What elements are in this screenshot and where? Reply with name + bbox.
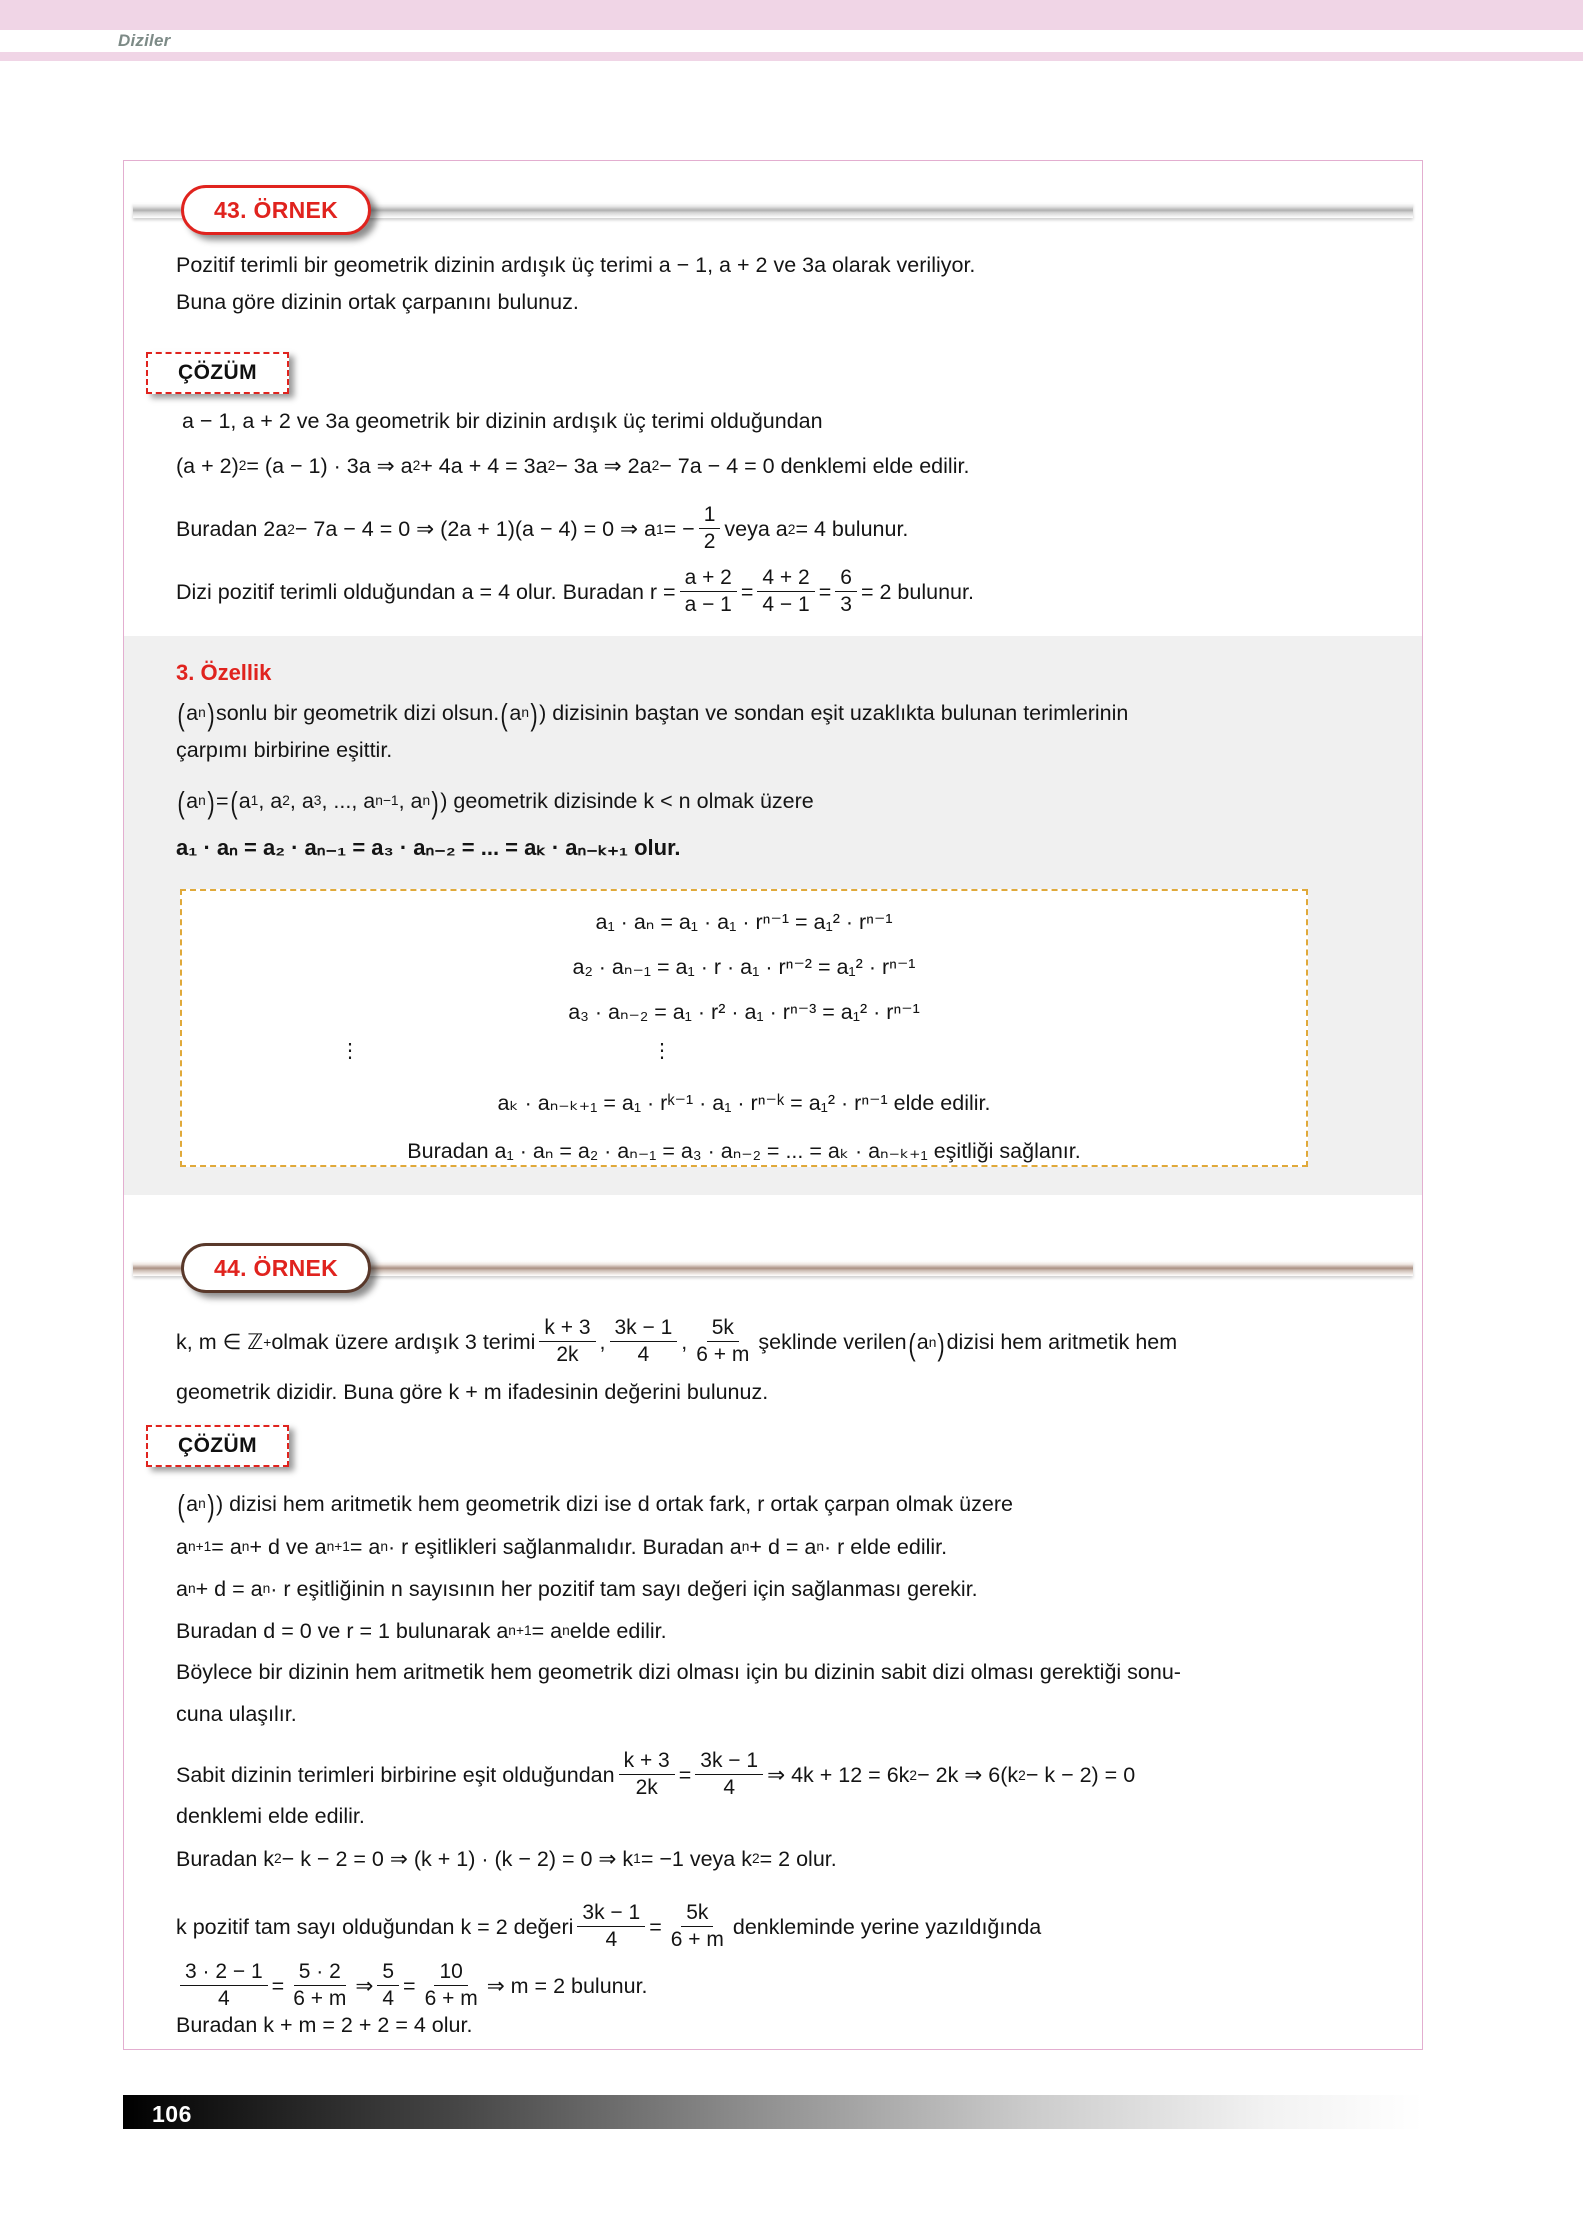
footer-gradient-bar	[123, 2095, 1423, 2129]
example-43-badge-label: 43. ÖRNEK	[213, 196, 339, 223]
ex44-s10-b: denkleminde yerine yazıldığında	[732, 1915, 1042, 1940]
ex44-s11-f4n: 10	[434, 1960, 467, 1986]
eq43-3-c: = −	[663, 517, 695, 542]
ex44-s9-b: − k − 2 = 0 ⇒ (k + 1) · (k − 2) = 0 ⇒ k	[281, 1846, 634, 1871]
example-43-problem-line-1: Pozitif terimli bir geometrik dizinin ardışık üç terimi a − 1, a + 2 ve 3a olarak veriliyor.	[176, 253, 976, 277]
ex44-s7-d: − k − 2) = 0	[1025, 1763, 1136, 1788]
ex44-s11-f1n: 3 · 2 − 1	[180, 1960, 268, 1986]
ex44-frac-1	[539, 1316, 595, 1366]
eq43-4-f1-num: a + 2	[680, 566, 737, 592]
p3-l1-d: ) dizisinin baştan ve sondan eşit uzaklıkta bulunan terimlerinin	[539, 700, 1129, 725]
p3-l1-b: sonlu bir geometrik dizi olsun.	[215, 700, 500, 725]
eq43-3-a: Buradan 2a	[176, 517, 288, 542]
eq43-2-a: (a + 2)	[176, 453, 239, 478]
example-44-problem-line-2: geometrik dizidir. Buna göre k + m ifadesinin değerini bulunuz.	[176, 1380, 769, 1404]
ex44-s2-e: · r eşitlikleri sağlanmalıdır. Buradan a	[388, 1534, 742, 1559]
ex44-s10-f2d: 6 + m	[670, 1927, 724, 1951]
ex44-f3-num: 5k	[707, 1316, 739, 1342]
example-43-badge	[181, 185, 371, 235]
ex44-frac-2	[610, 1316, 678, 1366]
ex44-p-b: olmak üzere ardışık 3 terimi	[271, 1330, 536, 1355]
ex44-s11-f1d: 4	[217, 1986, 230, 2010]
ex44-s11-arrow1: ⇒	[355, 1974, 374, 1999]
ex44-s2-f: + d = a	[749, 1534, 817, 1559]
ex44-frac-3	[691, 1316, 754, 1366]
ex44-s11-frac-2	[288, 1960, 351, 2010]
p3-l3-d: , a	[289, 788, 314, 813]
p3-l3-e: , ..., a	[321, 788, 376, 813]
property-3-line-1: ( a n ) sonlu bir geometrik dizi olsun. ( a n ) ) dizisinin baştan ve sondan eşit uzaklıkta bulunan terimlerinin	[177, 698, 1129, 733]
eq43-4-f2-den: 4 − 1	[762, 592, 810, 616]
derivation-row-2: a₂ · aₙ₋₁ = a₁ · r · a₁ · rⁿ⁻² = a₁² · rⁿ⁻¹	[572, 955, 916, 979]
ex44-s1-b: ) dizisi hem aritmetik hem geometrik dizi ise d ortak fark, r ortak çarpan olmak üzere	[215, 1491, 1013, 1516]
example-43-header	[133, 185, 1413, 237]
ex44-s1-a: a	[186, 1491, 199, 1516]
ex44-s10-f1n: 3k − 1	[577, 1901, 645, 1927]
ex44-s11-f3d: 4	[382, 1986, 395, 2010]
ex44-s7-frac-2	[695, 1749, 763, 1799]
example-43-solution-badge	[146, 352, 289, 394]
ex44-s10-f2n: 5k	[681, 1901, 713, 1927]
ex44-s4-b: = a	[531, 1618, 563, 1643]
ex44-s11-f3n: 5	[377, 1960, 399, 1986]
ex44-s7-c: − 2k ⇒ 6(k	[917, 1763, 1019, 1788]
eq43-2-c: + 4a + 4 = 3a	[420, 453, 548, 478]
ex44-s10-eq: =	[649, 1915, 662, 1940]
eq43-4-eq1: =	[740, 580, 754, 605]
ex44-s4-c: elde edilir.	[569, 1618, 667, 1643]
ex44-s4-a: Buradan d = 0 ve r = 1 bulunarak a	[176, 1618, 509, 1643]
derivation-row-3: a₃ · aₙ₋₂ = a₁ · r² · a₁ · rⁿ⁻³ = a₁² · rⁿ⁻¹	[568, 1000, 920, 1024]
p3-l3-f: , a	[398, 788, 423, 813]
ex44-s2-d: = a	[349, 1534, 381, 1559]
ex44-f2-den: 4	[637, 1342, 650, 1366]
p3-l3-a: a	[186, 788, 199, 813]
example-44-badge-label: 44. ÖRNEK	[213, 1254, 339, 1281]
ex44-p-d: dizisi hem aritmetik hem	[946, 1330, 1178, 1355]
ex44-f1-den: 2k	[556, 1342, 579, 1366]
derivation-vdots-right: ⋮	[652, 1040, 672, 1062]
ex44-f1-num: k + 3	[539, 1316, 595, 1342]
running-header-title: Diziler	[118, 31, 171, 50]
eq43-4-fraction-2	[757, 566, 814, 616]
ex44-s3-c: · r eşitliğinin n sayısının her pozitif tam sayı değeri için sağlanması gerekir.	[270, 1576, 978, 1601]
property-3-title: 3. Özellik	[176, 660, 272, 685]
example-44-header	[133, 1243, 1413, 1295]
eq43-2-d: − 3a ⇒ 2a	[555, 453, 652, 478]
ex44-p-c: şeklinde verilen	[758, 1330, 907, 1355]
example-44-solution-line-2: a n+1 = a n + d ve a n+1 = a n · r eşitlikleri sağlanmalıdır. Buradan a n + d = a n · r elde edilir.	[176, 1534, 948, 1559]
eq43-3-e: = 4 bulunur.	[795, 517, 909, 542]
ex44-s10-f1d: 4	[605, 1927, 618, 1951]
ex44-s11-tail: ⇒ m = 2 bulunur.	[486, 1974, 648, 1999]
derivation-row-5: Buradan a₁ · aₙ = a₂ · aₙ₋₁ = a₃ · aₙ₋₂ = ... = aₖ · aₙ₋ₖ₊₁ eşitliği sağlanır.	[407, 1139, 1081, 1163]
ex44-s7-a: Sabit dizinin terimleri birbirine eşit olduğundan	[176, 1763, 615, 1788]
p3-l1-c: a	[509, 700, 522, 725]
ex44-s11-frac-4	[420, 1960, 483, 2010]
p3-l1-a: a	[186, 700, 199, 725]
page-number: 106	[152, 2101, 192, 2127]
example-44-solution-line-4: Buradan d = 0 ve r = 1 bulunarak a n+1 = a n elde edilir.	[176, 1618, 667, 1643]
eq43-3-fraction	[699, 503, 721, 553]
ex44-s7-f1n: k + 3	[619, 1749, 675, 1775]
property-3-formula: a₁ · aₙ = a₂ · aₙ₋₁ = a₃ · aₙ₋₂ = ... = aₖ · aₙ₋ₖ₊₁ olur.	[176, 835, 681, 860]
ex44-s10-frac-1	[577, 1901, 645, 1951]
ex44-s9-a: Buradan k	[176, 1846, 275, 1871]
ex44-s7-f1d: 2k	[635, 1775, 658, 1799]
derivation-vdots-left: ⋮	[340, 1040, 360, 1062]
p3-l3-c: , a	[258, 788, 283, 813]
example-44-solution-line-5: Böylece bir dizinin hem aritmetik hem geometrik dizi olması için bu dizinin sabit dizi olması gerektiği sonu-	[176, 1660, 1181, 1684]
eq43-4-eq2: =	[818, 580, 832, 605]
example-44-solution-line-11	[176, 1962, 648, 2012]
ex44-s7-f2n: 3k − 1	[695, 1749, 763, 1775]
ex44-s7-f2d: 4	[723, 1775, 736, 1799]
example-44-solution-line-10	[176, 1903, 1041, 1953]
eq43-3-frac-num: 1	[699, 503, 721, 529]
ex44-s11-eq1: =	[271, 1974, 285, 1999]
property-3-line-3: ( a n ) = ( a 1 , a 2 , a 3 , ..., a n−1 , a n ) ) geometrik dizisinde k < n olmak üzere	[177, 786, 814, 821]
example-44-solution-line-8: denklemi elde edilir.	[176, 1804, 365, 1828]
eq43-4-f3-den: 3	[840, 592, 852, 616]
eq43-4-a: Dizi pozitif terimli olduğundan a = 4 olur. Buradan r =	[176, 580, 676, 605]
example-43-solution-line-4	[176, 568, 974, 618]
eq43-3-frac-den: 2	[703, 529, 716, 553]
ex44-f2-num: 3k − 1	[610, 1316, 678, 1342]
example-44-solution-line-1: ( a n ) ) dizisi hem aritmetik hem geometrik dizi ise d ortak fark, r ortak çarpan olmak üzere	[177, 1489, 1013, 1524]
example-43-solution-line-3: Buradan 2a 2 − 7a − 4 = 0 ⇒ (2a + 1)(a − 4) = 0 ⇒ a 1 = − $\frac{1}{2}$ veya a 2 = 4 bulunur.	[176, 503, 909, 553]
ex44-s2-c: + d ve a	[249, 1534, 327, 1559]
example-44-badge	[181, 1243, 371, 1293]
header-band-bottom	[0, 52, 1583, 61]
p3-l3-g: ) geometrik dizisinde k < n olmak üzere	[440, 788, 814, 813]
ex44-s7-frac-1	[619, 1749, 675, 1799]
ex44-sep2: ,	[681, 1330, 688, 1355]
ex44-p-a: k, m ∈ ℤ	[176, 1330, 264, 1355]
example-43-solution-line-2: (a + 2) 2 = (a − 1) · 3a ⇒ a 2 + 4a + 4 = 3a 2 − 3a ⇒ 2a 2 − 7a − 4 = 0 denklemi elde edilir.	[176, 453, 970, 478]
ex44-s9-d: = 2 olur.	[759, 1846, 837, 1871]
eq43-4-fraction-3	[835, 566, 857, 616]
ex44-s2-b: = a	[211, 1534, 242, 1559]
ex44-s11-eq2: =	[403, 1974, 416, 1999]
ex44-p-an: a	[916, 1330, 929, 1355]
example-44-solution-badge-label: ÇÖZÜM	[178, 1434, 257, 1457]
ex44-s2-g: · r elde edilir.	[824, 1534, 948, 1559]
example-44-solution-line-7: Sabit dizinin terimleri birbirine eşit olduğundan $\frac{k + 3}{2k}$ = $\frac{3k - 1}{4}$ ⇒ 4k + 12 = 6k 2 − 2k ⇒ 6(k 2 − k − 2) = 0	[176, 1749, 1136, 1799]
header-band-top	[0, 0, 1583, 30]
example-43-problem-line-2: Buna göre dizinin ortak çarpanını bulunuz.	[176, 290, 579, 314]
eq43-4-tail: = 2 bulunur.	[860, 580, 974, 605]
ex44-s7-b: ⇒ 4k + 12 = 6k	[767, 1763, 910, 1788]
property-3-line-2: çarpımı birbirine eşittir.	[176, 738, 393, 762]
eq43-2-b: = (a − 1) · 3a ⇒ a	[246, 453, 413, 478]
eq43-3-b: − 7a − 4 = 0 ⇒ (2a + 1)(a − 4) = 0 ⇒ a	[294, 517, 656, 542]
ex44-s11-frac-3	[377, 1960, 399, 2010]
ex44-s11-f2n: 5 · 2	[294, 1960, 346, 1986]
derivation-row-4: aₖ · aₙ₋ₖ₊₁ = a₁ · rᵏ⁻¹ · a₁ · rⁿ⁻ᵏ = a₁² · rⁿ⁻¹ elde edilir.	[497, 1091, 991, 1115]
eq43-2-e: − 7a − 4 = 0 denklemi elde edilir.	[659, 453, 970, 478]
example-44-problem-line-1: k, m ∈ ℤ + olmak üzere ardışık 3 terimi $\frac{k + 3}{2k}$ , $\frac{3k - 1}{4}$ , $\frac{5k}{6 + m}$ şeklinde verilen ( a n ) dizisi hem aritmetik hem	[176, 1316, 1178, 1366]
ex44-s11-f4d: 6 + m	[424, 1986, 478, 2010]
ex44-f3-den: 6 + m	[696, 1342, 750, 1366]
example-44-solution-line-6: cuna ulaşılır.	[176, 1702, 297, 1726]
ex44-s11-frac-1	[180, 1960, 268, 2010]
ex44-s2-a: a	[176, 1534, 188, 1559]
p3-l3-eq: =	[215, 788, 229, 813]
eq43-4-f3-num: 6	[835, 566, 857, 592]
eq43-4-f1-den: a − 1	[684, 592, 732, 616]
example-43-solution-badge-label: ÇÖZÜM	[178, 361, 257, 384]
example-44-solution-line-12: Buradan k + m = 2 + 2 = 4 olur.	[176, 2013, 473, 2037]
derivation-row-1: a₁ · aₙ = a₁ · a₁ · rⁿ⁻¹ = a₁² · rⁿ⁻¹	[595, 910, 893, 934]
eq43-4-fraction-1	[680, 566, 737, 616]
p3-l3-b: a	[238, 788, 251, 813]
ex44-s7-eq: =	[678, 1763, 692, 1788]
eq43-4-f2-num: 4 + 2	[757, 566, 814, 592]
eq43-3-d: veya a	[724, 517, 788, 542]
ex44-s10-frac-2	[666, 1901, 729, 1951]
example-43-solution-line-1: a − 1, a + 2 ve 3a geometrik bir dizinin ardışık üç terimi olduğundan	[182, 409, 823, 433]
example-44-solution-badge	[146, 1425, 289, 1467]
ex44-s9-c: = −1 veya k	[640, 1846, 752, 1871]
example-44-solution-line-9: Buradan k 2 − k − 2 = 0 ⇒ (k + 1) · (k − 2) = 0 ⇒ k 1 = −1 veya k 2 = 2 olur.	[176, 1846, 837, 1871]
ex44-s3-b: + d = a	[195, 1576, 263, 1601]
ex44-s3-a: a	[176, 1576, 188, 1601]
example-44-solution-line-3: a n + d = a n · r eşitliğinin n sayısının her pozitif tam sayı değeri için sağlanması gerekir.	[176, 1576, 978, 1601]
ex44-sep1: ,	[599, 1330, 606, 1355]
ex44-s11-f2d: 6 + m	[293, 1986, 347, 2010]
ex44-s10-a: k pozitif tam sayı olduğundan k = 2 değeri	[176, 1915, 574, 1940]
